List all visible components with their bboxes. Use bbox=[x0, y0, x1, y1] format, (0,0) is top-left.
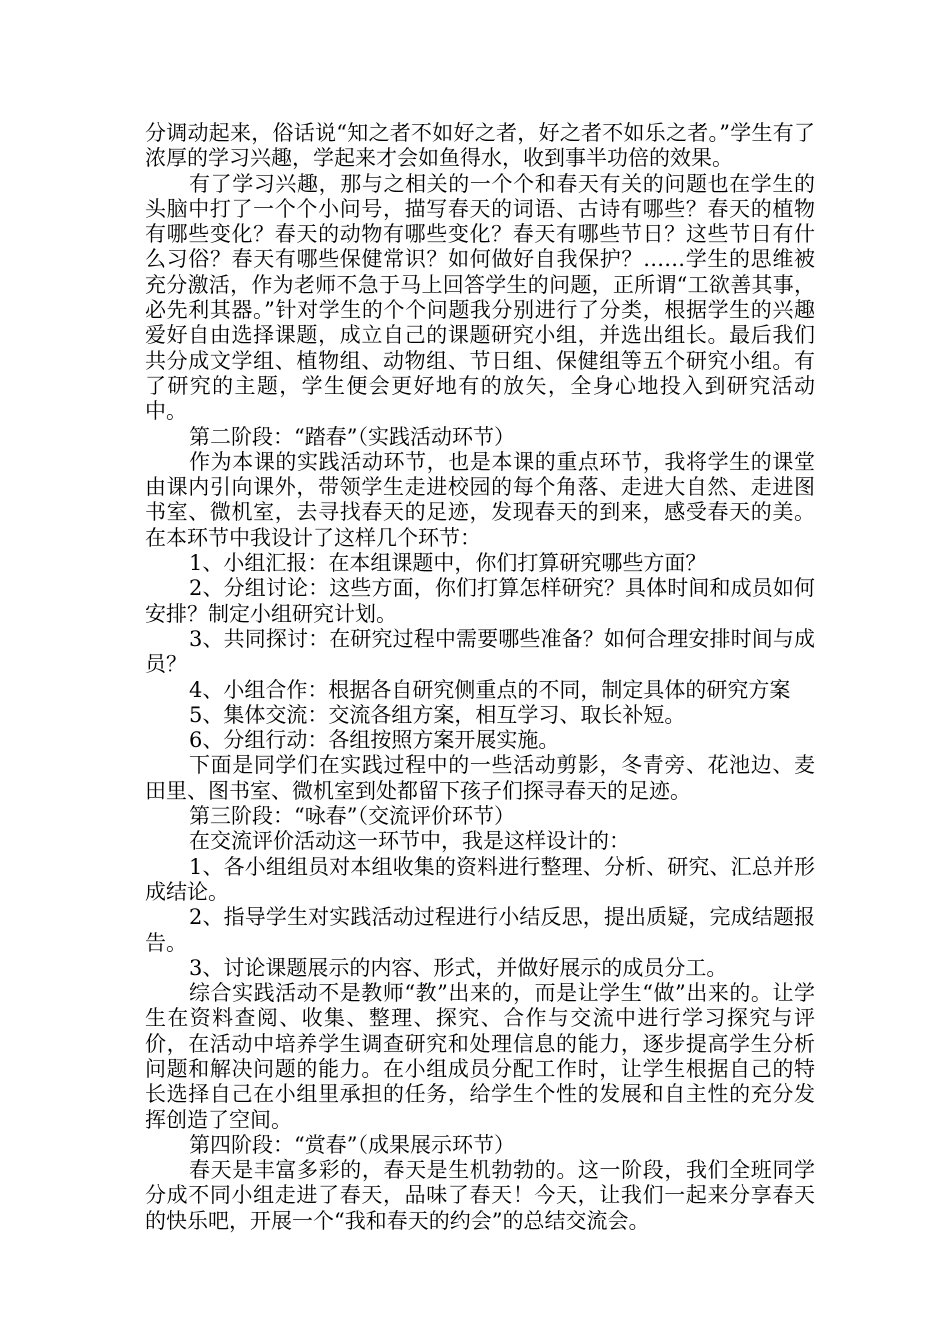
stage-2-heading: 第二阶段：“踏春”（实践活动环节） bbox=[189, 424, 515, 449]
list-item-4: 4、小组合作：根据各自研究侧重点的不同，制定具体的研究方案 bbox=[189, 677, 791, 702]
list-item-3: 3、共同探讨：在研究过程中需要哪些准备？如何合理安排时间与成员？ bbox=[145, 626, 815, 677]
paragraph-reflection: 综合实践活动不是教师“教”出来的，而是让学生“做”出来的。让学生在资料查阅、收集、整理、探究、合作与交流中进行学习探究与评价，在活动中培养学生调查研究和处理信息的能力，逐步提高学生分析问题和解决问题的能力。在小组成员分配工作时，让学生根据自己的特长选择自己在小组里承担的任务，给学生个性的发展和自主性的充分发挥创造了空间。 bbox=[145, 981, 815, 1132]
document-body bbox=[145, 121, 815, 1234]
paragraph-intro-continuation: 分调动起来，俗话说“知之者不如好之者，好之者不如乐之者。”学生有了浓厚的学习兴趣，学起来才会如鱼得水，收到事半功倍的效果。 bbox=[145, 121, 815, 171]
list-item-5: 5、集体交流：交流各组方案，相互学习、取长补短。 bbox=[189, 702, 686, 727]
stage-4-heading: 第四阶段：“赏春”（成果展示环节） bbox=[189, 1132, 515, 1157]
list-item-1: 1、小组汇报：在本组课题中，你们打算研究哪些方面？ bbox=[189, 551, 707, 576]
stage-3-heading: 第三阶段：“咏春”（交流评价环节） bbox=[189, 804, 515, 829]
paragraph-questions: 有了学习兴趣，那与之相关的一个个和春天有关的问题也在学生的头脑中打了一个个小问号，描写春天的词语、古诗有哪些？春天的植物有哪些变化？春天的动物有哪些变化？春天有哪些节日？这些节日有什么习俗？春天有哪些保健常识？如何做好自我保护？……学生的思维被充分激活，作为老师不急于马上回答学生的问题，正所谓“工欲善其事，必先利其器。”针对学生的个个问题我分别进行了分类，根据学生的兴趣爱好自由选择课题，成立自己的课题研究小组，并选出组长。最后我们共分成文学组、植物组、动物组、节日组、保健组等五个研究小组。有了研究的主题，学生便会更好地有的放矢，全身心地投入到研究活动中。 bbox=[145, 171, 815, 424]
paragraph-stage-2-intro: 作为本课的实践活动环节，也是本课的重点环节，我将学生的课堂由课内引向课外，带领学生走进校园的每个角落、走进大自然、走进图书室、微机室，去寻找春天的足迹，发现春天的到来，感受春天的美。在本环节中我设计了这样几个环节： bbox=[145, 449, 815, 550]
stage-3-item-2: 2、指导学生对实践活动过程进行小结反思，提出质疑，完成结题报告。 bbox=[145, 905, 815, 955]
list-item-2: 2、分组讨论：这些方面，你们打算怎样研究？具体时间和成员如何安排？制定小组研究计划。 bbox=[145, 576, 815, 626]
stage-3-item-1: 1、各小组组员对本组收集的资料进行整理、分析、研究、汇总并形成结论。 bbox=[145, 854, 815, 904]
stage-3-item-3: 3、讨论课题展示的内容、形式，并做好展示的成员分工。 bbox=[189, 955, 728, 980]
paragraph-stage-3-intro: 在交流评价活动这一环节中，我是这样设计的： bbox=[189, 829, 630, 854]
paragraph-activity-photos: 下面是同学们在实践过程中的一些活动剪影，冬青旁、花池边、麦田里、图书室、微机室到处都留下孩子们探寻春天的足迹。 bbox=[145, 753, 815, 803]
paragraph-stage-4: 春天是丰富多彩的，春天是生机勃勃的。这一阶段，我们全班同学分成不同小组走进了春天，品味了春天！今天，让我们一起来分享春天的快乐吧，开展一个“我和春天的约会”的总结交流会。 bbox=[145, 1158, 815, 1233]
list-item-6: 6、分组行动：各组按照方案开展实施。 bbox=[189, 728, 560, 753]
